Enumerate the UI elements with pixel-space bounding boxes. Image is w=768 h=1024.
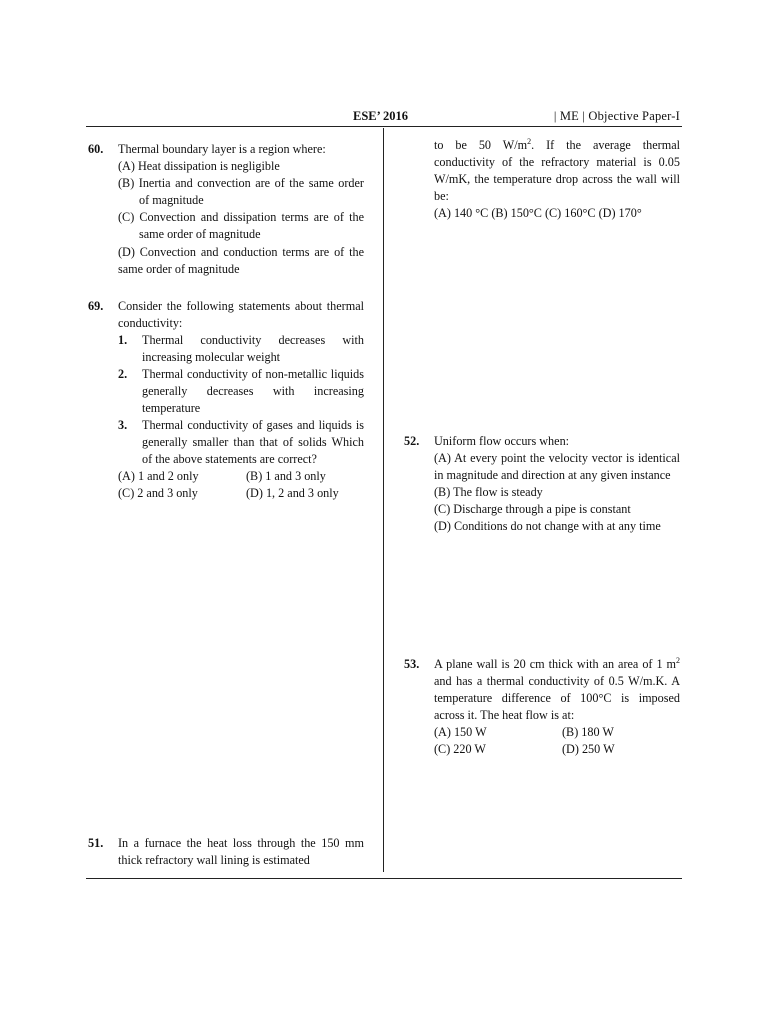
statement-2: 2. Thermal conductivity of non-metallic liquids generally decreases with increasing temperature: [118, 367, 364, 415]
statement-3: 3. Thermal conductivity of gases and liquids is generally smaller than that of solids Which of the above statements are correct?: [118, 418, 364, 466]
question-number: 60.: [88, 142, 104, 156]
option-a: (A) At every point the velocity vector is identical in magnitude and direction at any given instance: [434, 451, 680, 482]
question-stem: Thermal boundary layer is a region where:: [118, 142, 326, 156]
options-grid: [434, 724, 680, 758]
question-number: 53.: [404, 657, 420, 671]
option-d: (D) 1, 2 and 3 only: [246, 486, 339, 500]
question-stem: A plane wall is 20 cm thick with an area of 1 $m^2$ and has a thermal conductivity of 0.5 W/m.K. A temperature difference of 100°C is imposed across it. The heat flow is at:: [434, 655, 680, 722]
option-b: (B) Inertia and convection are of the same order of magnitude: [118, 176, 364, 207]
column-divider: [383, 128, 384, 872]
question-stem-continued: to be 50 $W/m^2$. If the average thermal conductivity of the refractory material is 0.05 W/mK, the temperature drop across the wall will be:: [434, 136, 680, 203]
options-grid: [118, 468, 364, 502]
option-d: (D) Conditions do not change with at any time: [434, 519, 661, 533]
statement-1: 1. Thermal conductivity decreases with increasing molecular weight: [118, 333, 364, 364]
option-d: (D) Convection and conduction terms are of the same order of magnitude: [118, 245, 364, 276]
option-c: (C) Convection and dissipation terms are of the same order of magnitude: [118, 210, 364, 241]
page-header: [86, 108, 682, 128]
question-number: 51.: [88, 836, 104, 850]
option-c: (C) Discharge through a pipe is constant: [434, 502, 631, 516]
header-rule: [86, 126, 682, 127]
option-b: (B) 1 and 3 only: [246, 469, 326, 483]
option-b: (B) The flow is steady: [434, 485, 543, 499]
option-c: (C) 220 W: [434, 742, 486, 756]
options-line: (A) 140 °C (B) 150°C (C) 160°C (D) 170°: [434, 206, 642, 220]
paper-title: | ME | Objective Paper-I: [553, 109, 680, 123]
option-c: (C) 2 and 3 only: [118, 486, 198, 500]
question-stem: Consider the following statements about thermal conductivity:: [118, 299, 364, 330]
option-a: (A) 150 W: [434, 725, 487, 739]
option-a: (A) Heat dissipation is negligible: [118, 159, 280, 173]
question-number: 52.: [404, 434, 420, 448]
question-number: 69.: [88, 299, 104, 313]
question-stem: In a furnace the heat loss through the 150 mm thick refractory wall lining is estimated: [118, 836, 364, 867]
question-stem: Uniform flow occurs when:: [434, 434, 570, 448]
option-d: (D) 250 W: [562, 742, 615, 756]
footer-rule: [86, 878, 682, 879]
option-a: (A) 1 and 2 only: [118, 469, 199, 483]
option-b: (B) 180 W: [562, 725, 614, 739]
exam-title: ESE’ 2016: [353, 109, 408, 123]
